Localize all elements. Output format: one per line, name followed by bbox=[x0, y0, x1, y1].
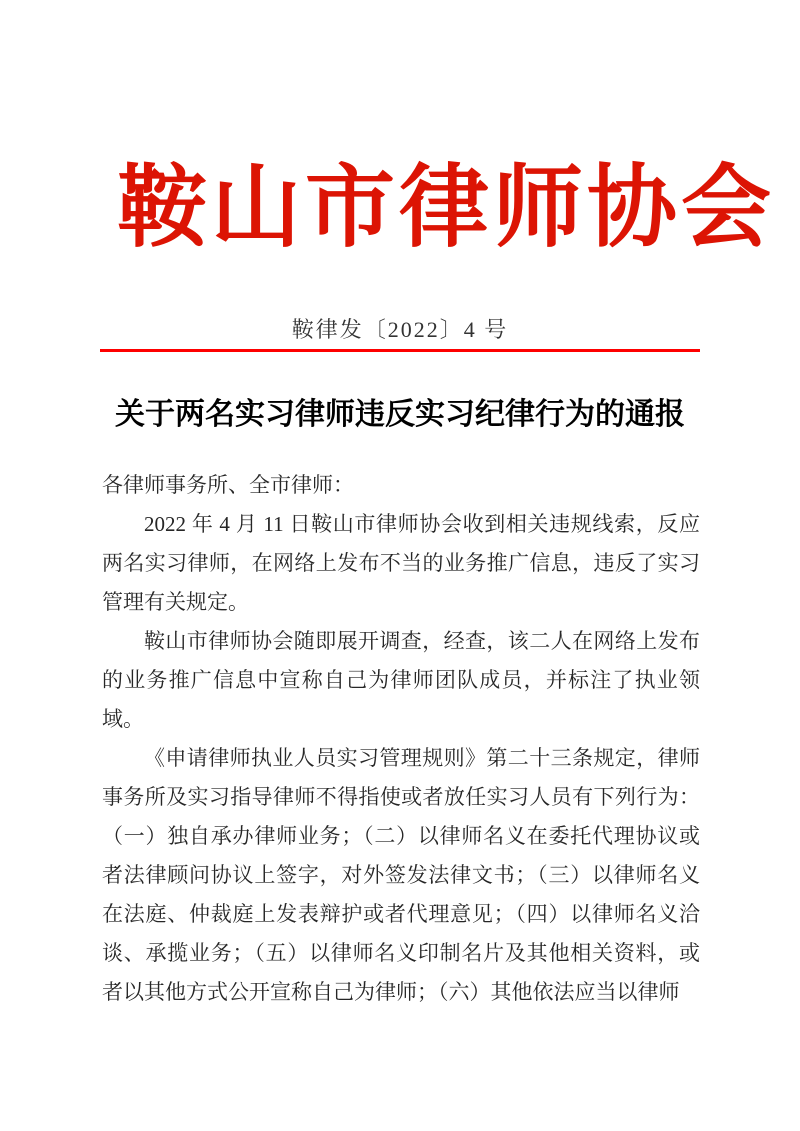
paragraph-3: 《申请律师执业人员实习管理规则》第二十三条规定，律师事务所及实习指导律师不得指使或者放任实习人员有下列行为：（一）独自承办律师业务；（二）以律师名义在委托代理协议或者法律顾问协议上签字，对外签发法律文书；（三）以律师名义在法庭、仲裁庭上发表辩护或者代理意见；（四）以律师名义洽谈、承揽业务；（五）以律师名义印制名片及其他相关资料，或者以其他方式公开宣称自己为律师；（六）其他依法应当以律师 bbox=[102, 746, 700, 1004]
doc-number: 鞍律发〔2022〕4 号 bbox=[291, 317, 509, 342]
paragraph-2: 鞍山市律师协会随即展开调查，经查，该二人在网络上发布的业务推广信息中宣称自己为律师团队成员，并标注了执业领域。 bbox=[102, 629, 700, 731]
paragraph-1: 2022 年 4 月 11 日鞍山市律师协会收到相关违规线索，反应两名实习律师，在网络上发布不当的业务推广信息，违反了实习管理有关规定。 bbox=[102, 512, 700, 614]
red-divider-line bbox=[100, 349, 700, 352]
document-title: 关于两名实习律师违反实习纪律行为的通报 bbox=[115, 398, 685, 431]
org-masthead-title: 鞍山市律师协会 bbox=[117, 159, 775, 258]
document-body bbox=[102, 466, 700, 1012]
salutation: 各律师事务所、全市律师： bbox=[102, 473, 354, 497]
